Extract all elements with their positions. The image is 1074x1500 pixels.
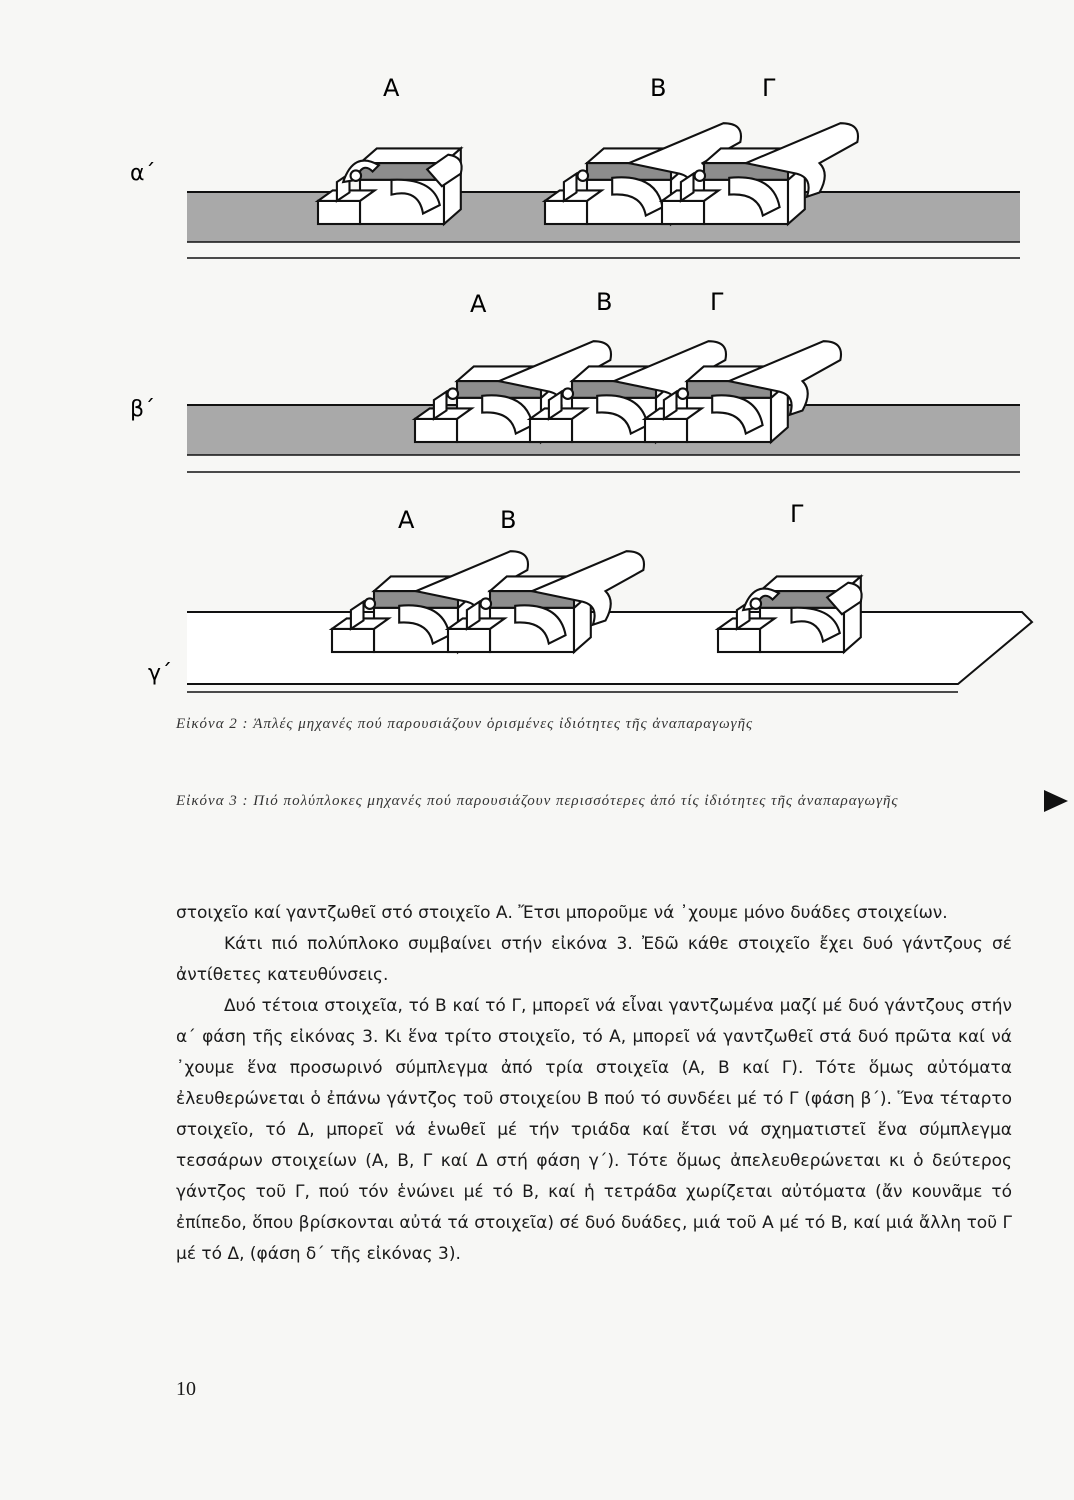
block-label-gamma-G: Γ xyxy=(790,500,804,528)
block-alpha-A xyxy=(318,148,462,224)
figure-2-caption: Εἰκόνα 2 : Ἁπλές μηχανές πού παρουσιάζουν ὁρισμένες ἰδιότητες τῆς ἀναπαραγωγῆς xyxy=(176,716,754,732)
paragraph: Δυό τέτοια στοιχεῖα, τό Β καί τό Γ, μπορεῖ νά εἶναι γαντζωμένα μαζί μέ δυό γάντζους στήν α΄ φάση τῆς εἰκόνας 3. Κι ἕνα τρίτο στοιχεῖο, τό Α, μπορεῖ νά γαντζωθεῖ στά δυό πρῶτα καί νά ᾽χουμε ἕνα προσωρινό σύμπλεγμα ἀπό τρία στοιχεῖα (Α, Β καί Γ). Τότε ὅμως αὐτόματα ἐλευθερώνεται ὁ ἐπάνω γάντζος τοῦ στοιχείου Β πού τό συνδέει μέ τό Γ (φάση β΄). Ἕνα τέταρτο στοιχεῖο, τό Δ, μπορεῖ νά ἑνωθεῖ μέ τήν τριάδα καί ἔτσι νά σχηματιστεῖ ἕνα σύμπλεγμα τεσσάρων στοιχείων (Α, Β, Γ καί Δ στή φάση γ΄). Τότε ὅμως ἀπελευθερώνεται κι ὁ δεύτερος γάντζος τοῦ Γ, πού τόν ἑνώνει μέ τό Β, καί ἡ τετράδα χωρίζεται αὐτόματα (ἄν κουνᾶμε τό ἐπίπεδο, ὅπου βρίσκονται αὐτά τά στοιχεῖα) σέ δυό δυάδες, μιά τοῦ Α μέ τό Β, καί μιά ἄλλη τοῦ Γ μέ τό Δ, (φάση δ΄ τῆς εἰκόνας 3). xyxy=(176,996,1012,1264)
page-number: 10 xyxy=(176,1378,196,1400)
row-label-gamma: γ΄ xyxy=(148,661,173,686)
block-label-alpha-G: Γ xyxy=(762,74,776,102)
block-label-alpha-B: B xyxy=(650,74,667,102)
paragraph: Κάτι πιό πολύπλοκο συμβαίνει στήν εἰκόνα 3. Ἐδῶ κάθε στοιχεῖο ἔχει δυό γάντζους σέ ἀντίθετες κατευθύνσεις. xyxy=(176,934,1012,985)
machines-figure xyxy=(0,0,1074,710)
paragraph: στοιχεῖο καί γαντζωθεῖ στό στοιχεῖο Α. Ἔτσι μποροῦμε νά ᾽χουμε μόνο δυάδες στοιχείων. xyxy=(176,903,948,923)
block-label-gamma-B: B xyxy=(500,506,517,534)
row-label-alpha: α΄ xyxy=(130,161,156,186)
row-gamma xyxy=(148,500,1032,692)
row-beta xyxy=(130,288,1020,472)
body-text xyxy=(176,898,1012,1270)
block-label-beta-A: A xyxy=(470,290,487,318)
figure-3-caption: Εἰκόνα 3 : Πιό πολύπλοκες μηχανές πού παρουσιάζουν περισσότερες ἀπό τίς ἰδιότητες τῆς ἀναπαραγωγῆς xyxy=(176,793,899,809)
block-label-gamma-A: A xyxy=(398,506,415,534)
row-label-beta: β΄ xyxy=(130,397,156,422)
row-alpha xyxy=(130,74,1020,258)
platform-gamma xyxy=(187,612,1032,684)
arrow-right-icon xyxy=(1044,790,1068,812)
block-label-beta-G: Γ xyxy=(710,288,724,316)
block-gamma-G xyxy=(718,576,862,652)
block-label-alpha-A: A xyxy=(383,74,400,102)
block-label-beta-B: B xyxy=(596,288,613,316)
